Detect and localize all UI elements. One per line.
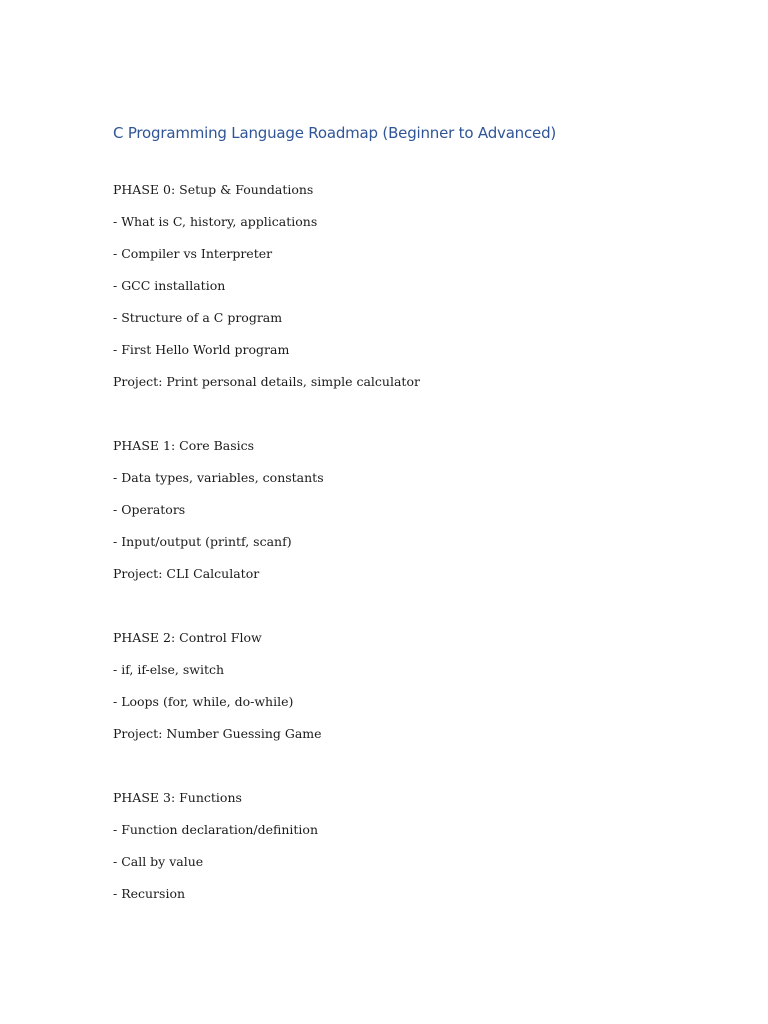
phase-0-project: Project: Print personal details, simple calculator bbox=[113, 374, 420, 389]
phase-2-item: - if, if-else, switch bbox=[113, 662, 225, 677]
phase-1-project: Project: CLI Calculator bbox=[113, 566, 260, 581]
document-title: C Programming Language Roadmap (Beginner to Advanced) bbox=[113, 124, 557, 142]
phase-2-item: - Loops (for, while, do-while) bbox=[113, 694, 294, 709]
phase-0-item: - First Hello World program bbox=[113, 342, 290, 357]
phase-1-item: - Input/output (printf, scanf) bbox=[113, 534, 292, 549]
phase-3-item: - Function declaration/definition bbox=[113, 822, 319, 837]
phase-1-item: - Operators bbox=[113, 502, 186, 517]
phase-2-heading: PHASE 2: Control Flow bbox=[113, 630, 262, 645]
phase-3-item: - Recursion bbox=[113, 886, 186, 901]
phase-1-item: - Data types, variables, constants bbox=[113, 470, 324, 485]
phase-3-item: - Call by value bbox=[113, 854, 204, 869]
phase-0-item: - GCC installation bbox=[113, 278, 226, 293]
phase-0-item: - Structure of a C program bbox=[113, 310, 283, 325]
phase-3-heading: PHASE 3: Functions bbox=[113, 790, 242, 805]
phase-0-item: - What is C, history, applications bbox=[113, 214, 318, 229]
phase-1-heading: PHASE 1: Core Basics bbox=[113, 438, 255, 453]
phase-0-item: - Compiler vs Interpreter bbox=[113, 246, 273, 261]
phase-2-project: Project: Number Guessing Game bbox=[113, 726, 322, 741]
phase-0-heading: PHASE 0: Setup & Foundations bbox=[113, 182, 314, 197]
